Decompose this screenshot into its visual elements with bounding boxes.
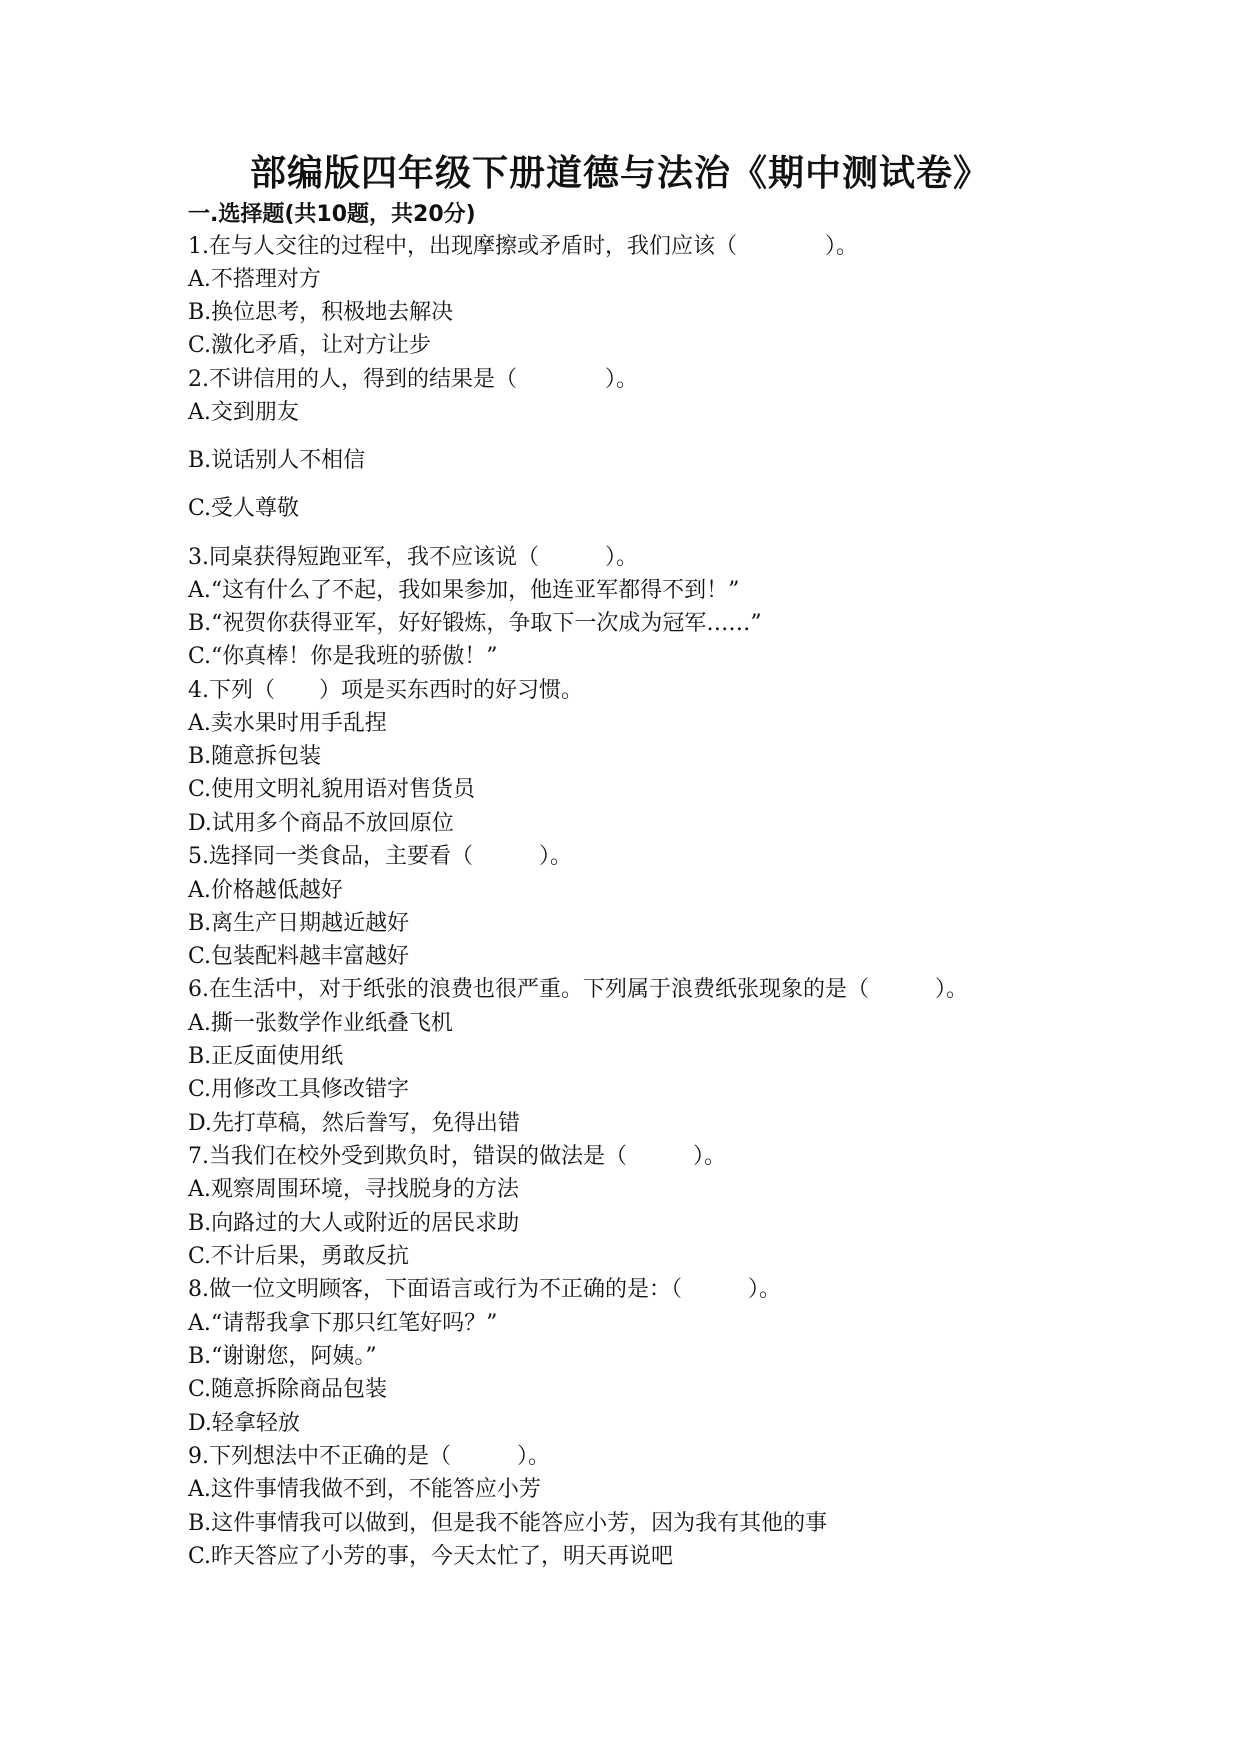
question-8-stem: 8.做一位文明顾客，下面语言或行为不正确的是：（ ）。 (188, 1277, 781, 1302)
question-7-option-b: B.向路过的大人或附近的居民求助 (188, 1211, 520, 1236)
exam-title: 部编版四年级下册道德与法治《期中测试卷》 (249, 153, 990, 194)
question-8-option-a: A.“请帮我拿下那只红笔好吗？” (188, 1311, 498, 1336)
question-2-option-c: C.受人尊敬 (188, 496, 300, 521)
question-1-option-b: B.换位思考，积极地去解决 (188, 300, 454, 325)
question-5-option-b: B.离生产日期越近越好 (188, 911, 410, 936)
question-9-option-c: C.昨天答应了小芳的事，今天太忙了，明天再说吧 (188, 1544, 674, 1569)
question-3-stem: 3.同桌获得短跑亚军，我不应该说（ ）。 (188, 545, 638, 570)
question-1-option-a: A.不搭理对方 (188, 267, 321, 292)
question-4-option-d: D.试用多个商品不放回原位 (188, 811, 454, 836)
question-7-option-a: A.观察周围环境，寻找脱身的方法 (188, 1177, 519, 1202)
question-6-option-b: B.正反面使用纸 (188, 1044, 344, 1069)
question-9-option-a: A.这件事情我做不到，不能答应小芳 (188, 1477, 541, 1502)
question-8-option-c: C.随意拆除商品包装 (188, 1377, 388, 1402)
question-4-option-b: B.随意拆包装 (188, 744, 322, 769)
question-6-option-c: C.用修改工具修改错字 (188, 1077, 410, 1102)
question-5-option-c: C.包装配料越丰富越好 (188, 944, 410, 969)
question-5-option-a: A.价格越低越好 (188, 878, 343, 903)
section-heading: 一.选择题(共10题，共20分) (188, 202, 476, 227)
question-1-stem: 1.在与人交往的过程中，出现摩擦或矛盾时，我们应该（ ）。 (188, 234, 858, 259)
question-5-stem: 5.选择同一类食品，主要看（ ）。 (188, 844, 572, 869)
question-4-option-c: C.使用文明礼貌用语对售货员 (188, 777, 476, 802)
question-2-option-b: B.说话别人不相信 (188, 448, 366, 473)
question-8-option-d: D.轻拿轻放 (188, 1411, 300, 1436)
question-4-option-a: A.卖水果时用手乱捏 (188, 711, 387, 736)
question-9-option-b: B.这件事情我可以做到，但是我不能答应小芳，因为我有其他的事 (188, 1511, 828, 1536)
question-2-option-a: A.交到朋友 (188, 400, 299, 425)
question-7-option-c: C.不计后果，勇敢反抗 (188, 1244, 410, 1269)
question-9-stem: 9.下列想法中不正确的是（ ）。 (188, 1444, 550, 1469)
question-3-option-b: B.“祝贺你获得亚军，好好锻炼，争取下一次成为冠军……” (188, 611, 762, 636)
question-3-option-c: C.“你真棒！你是我班的骄傲！” (188, 644, 498, 669)
question-1-option-c: C.激化矛盾，让对方让步 (188, 333, 432, 358)
question-6-option-d: D.先打草稿，然后誊写，免得出错 (188, 1111, 520, 1136)
question-4-stem: 4.下列（ ）项是买东西时的好习惯。 (188, 678, 583, 703)
question-8-option-b: B.“谢谢您，阿姨。” (188, 1344, 377, 1369)
question-3-option-a: A.“这有什么了不起，我如果参加，他连亚军都得不到！” (188, 578, 740, 603)
question-6-stem: 6.在生活中，对于纸张的浪费也很严重。下列属于浪费纸张现象的是（ ）。 (188, 977, 968, 1002)
question-2-stem: 2.不讲信用的人，得到的结果是（ ）。 (188, 367, 638, 392)
question-7-stem: 7.当我们在校外受到欺负时，错误的做法是（ ）。 (188, 1144, 726, 1169)
question-6-option-a: A.撕一张数学作业纸叠飞机 (188, 1011, 453, 1036)
